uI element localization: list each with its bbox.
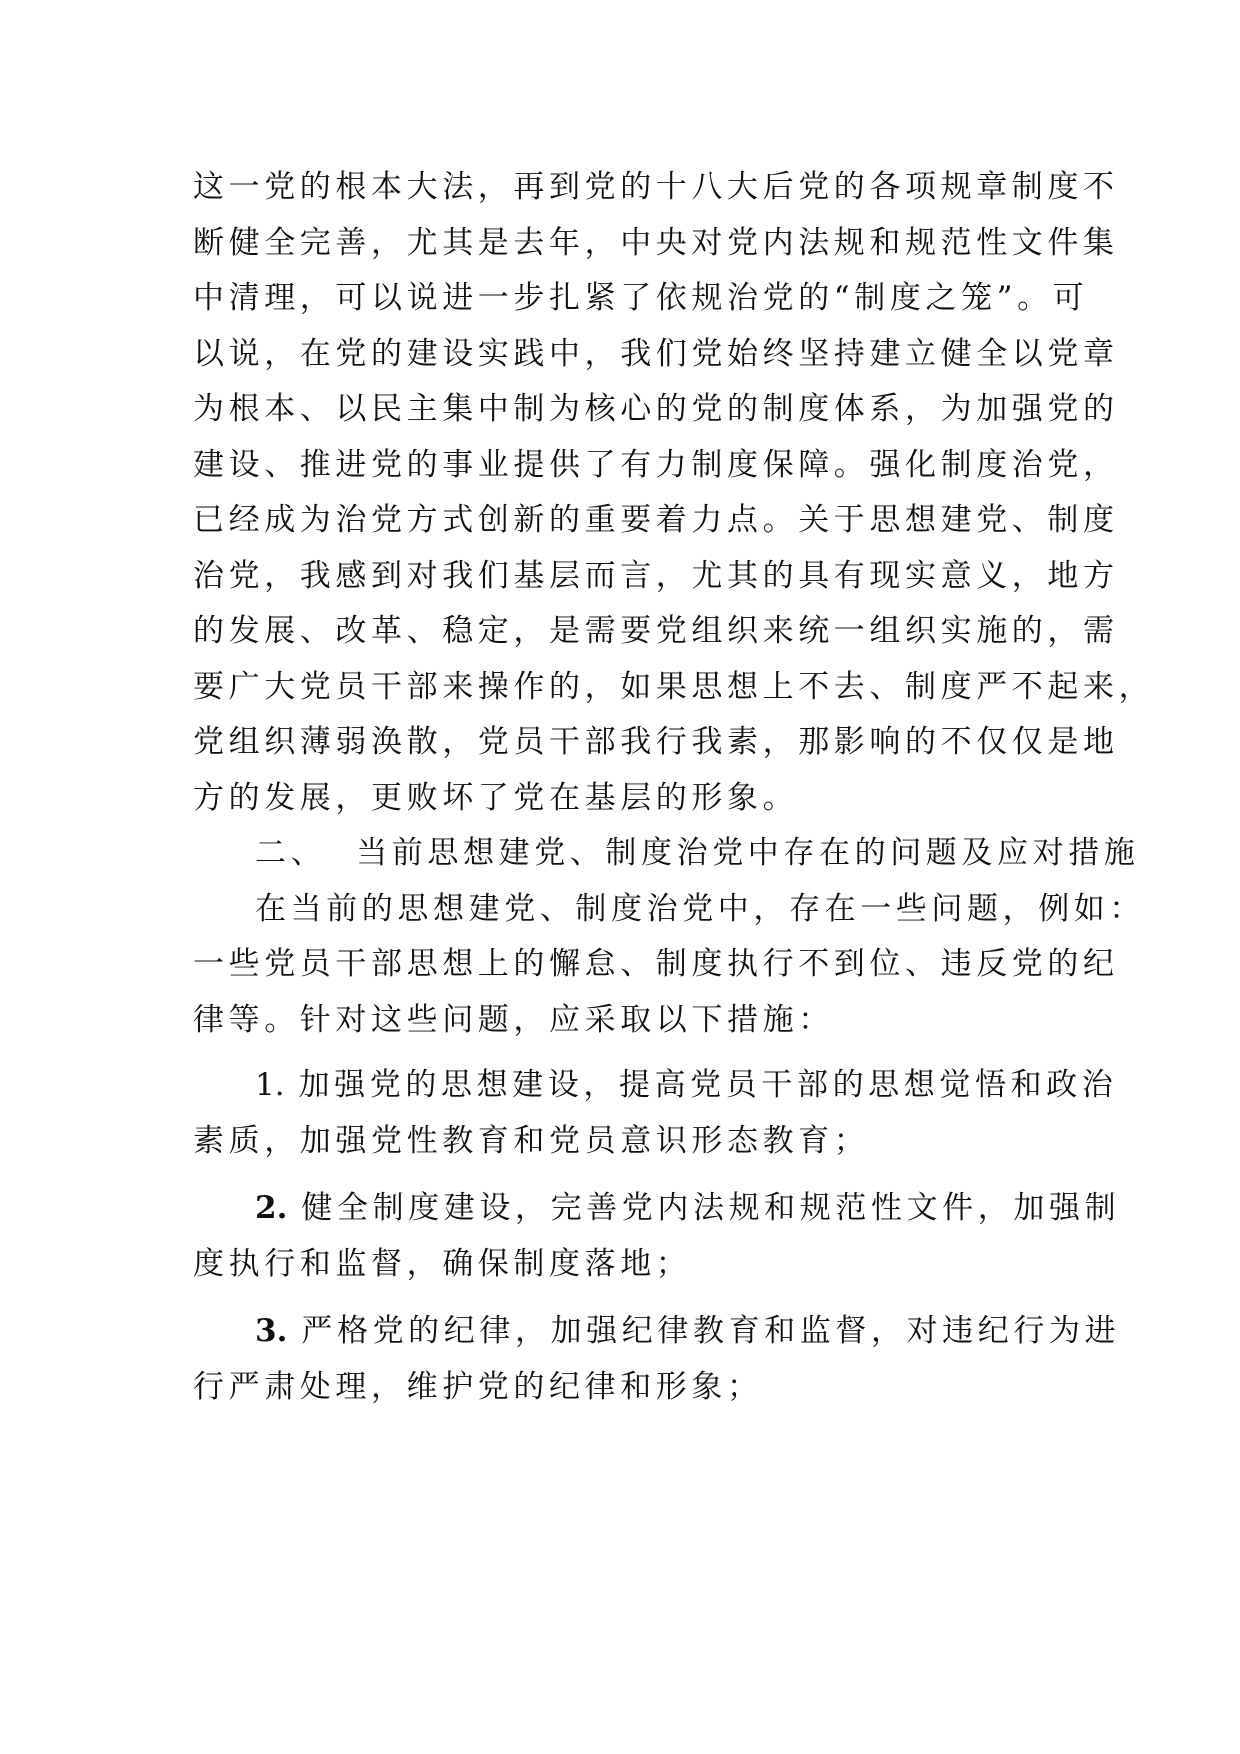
text-line: 在当前的思想建党、制度治党中，存在一些问题，例如： — [255, 890, 1145, 927]
text-line: 方的发展，更败坏了党在基层的形象。 — [193, 779, 799, 816]
text-line: 党组织薄弱涣散，党员干部我行我素，那影响的不仅仅是地 — [193, 724, 1119, 760]
text-line: 断健全完善，尤其是去年，中央对党内法规和规范性文件集 — [193, 224, 1119, 261]
text-line: 这一党的根本大法，再到党的十八大后党的各项规章制度不 — [193, 169, 1119, 205]
text-line: 建设、推进党的事业提供了有力制度保障。强化制度治党， — [193, 446, 1119, 483]
measure-number: 2. — [255, 1190, 288, 1226]
text-line: 已经成为治党方式创新的重要着力点。关于思想建党、制度 — [193, 502, 1119, 538]
text-line — [193, 1304, 1121, 1360]
paragraph-problems — [193, 882, 1145, 1049]
text-line — [193, 1181, 1121, 1237]
measure-item — [193, 1304, 1121, 1415]
text-line: 中清理，可以说进一步扎紧了依规治党的“制度之笼”。可 — [193, 280, 1089, 316]
measure-number: 3. — [255, 1313, 288, 1349]
measure-text: 健全制度建设，完善党内法规和规范性文件，加强制 — [301, 1190, 1121, 1226]
measure-text: 严格党的纪律，加强纪律教育和监督，对违纪行为进 — [301, 1313, 1121, 1349]
text-line: 为根本、以民主集中制为核心的党的制度体系，为加强党的 — [193, 391, 1119, 427]
measure-item — [193, 1058, 1118, 1169]
measure-item — [193, 1181, 1121, 1292]
text-line: 一些党员干部思想上的懈怠、制度执行不到位、违反党的纪 — [193, 946, 1119, 982]
measure-text: 加强党的思想建设，提高党员干部的思想觉悟和政治 — [298, 1067, 1118, 1103]
section-number: 二、 — [255, 835, 327, 871]
text-line: 度执行和监督，确保制度落地； — [193, 1245, 692, 1282]
measure-number: 1. — [255, 1067, 285, 1103]
document-body — [193, 160, 1155, 1415]
text-line: 的发展、改革、稳定，是需要党组织来统一组织实施的，需 — [193, 613, 1119, 649]
text-line: 律等。针对这些问题，应采取以下措施： — [193, 1001, 834, 1038]
section-heading — [193, 826, 1140, 882]
text-line: 以说，在党的建设实践中，我们党始终坚持建立健全以党章 — [193, 335, 1119, 372]
text-line — [193, 1058, 1118, 1114]
section-title: 当前思想建党、制度治党中存在的问题及应对措施 — [356, 835, 1140, 871]
text-line: 行严肃处理，维护党的纪律和形象； — [193, 1368, 763, 1405]
text-line: 要广大党员干部来操作的，如果思想上不去、制度严不起来， — [193, 668, 1155, 705]
text-line: 治党，我感到对我们基层而言，尤其的具有现实意义，地方 — [193, 557, 1119, 594]
paragraph-root-party-system — [193, 160, 1155, 826]
text-line: 素质，加强党性教育和党员意识形态教育； — [193, 1122, 870, 1159]
